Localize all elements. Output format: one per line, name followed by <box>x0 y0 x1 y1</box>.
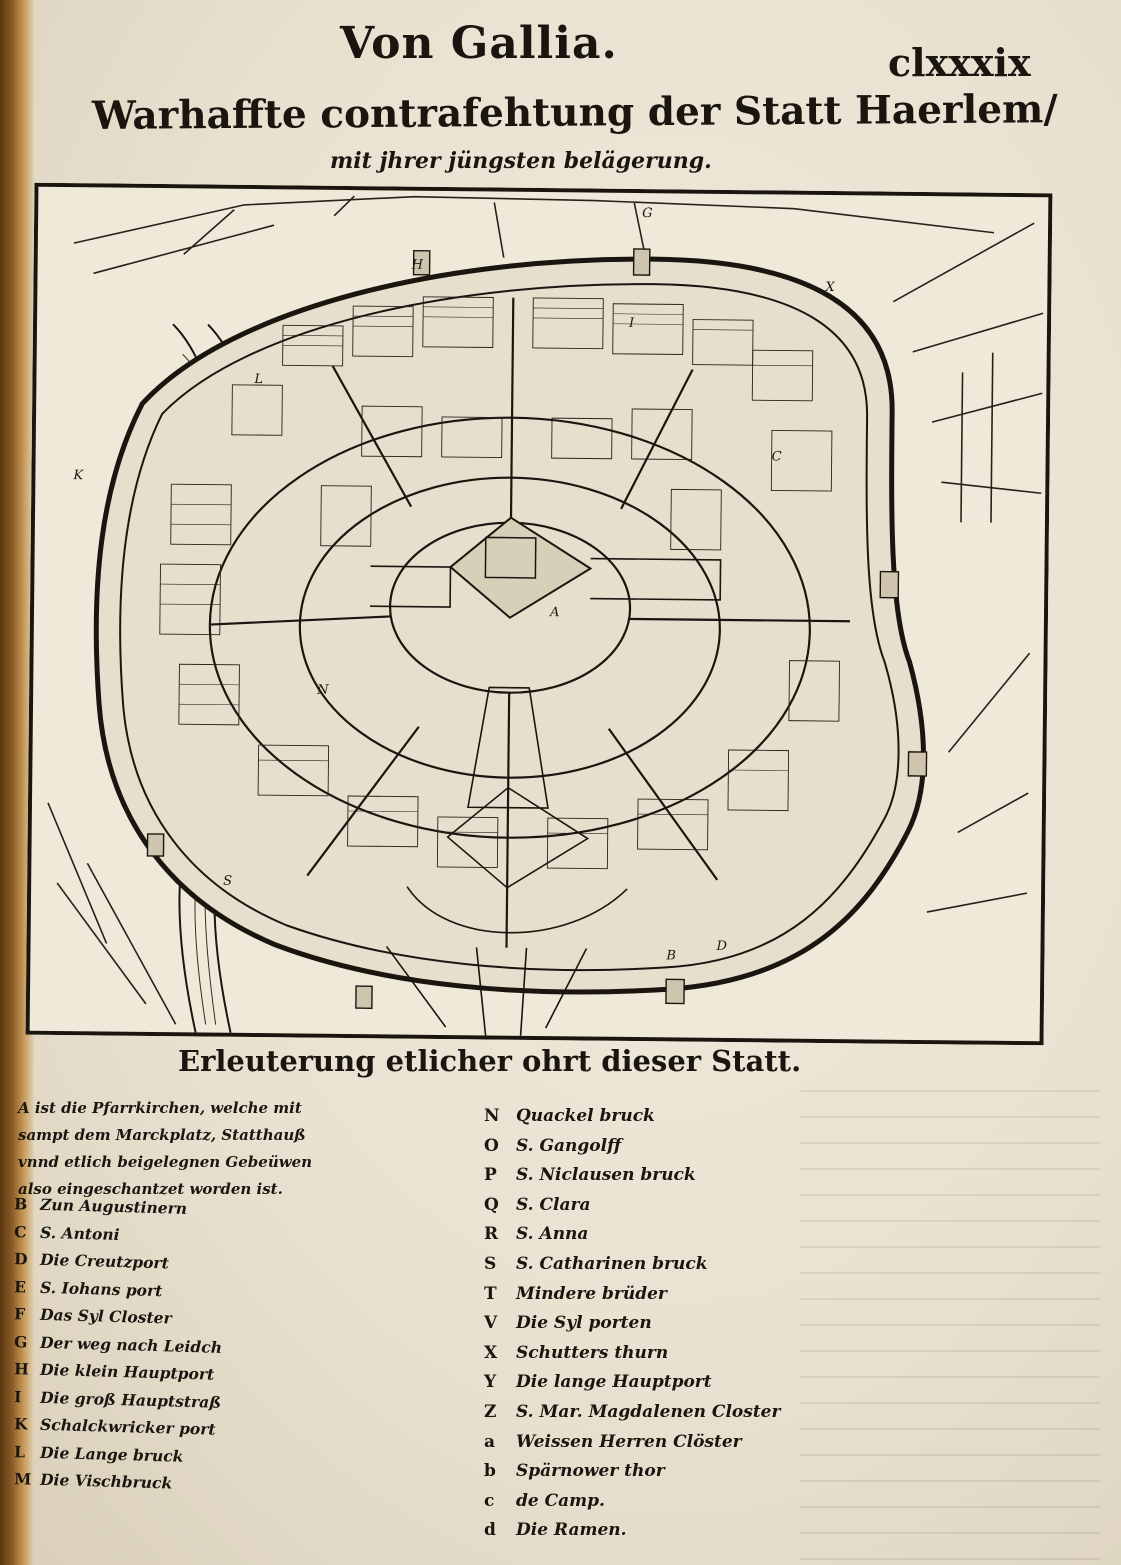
legend-intro: A ist die Pfarrkirchen, welche mit sampt dem Marckplatz, Statthauß vnnd etlich beigelegnen Gebeüwen also eingeschantzet worden ist. <box>18 1099 313 1198</box>
map-letter-k: K <box>73 468 84 484</box>
legend-item: P S. Niclausen bruck <box>484 1165 696 1186</box>
map-letter-b: B <box>666 948 677 964</box>
legend-item: M Die Vischbruck <box>13 1469 173 1493</box>
map-subtitle: mit jhrer jüngsten belägerung. <box>330 148 712 174</box>
map-letter-n: N <box>317 682 329 698</box>
legend-item: d Die Ramen. <box>484 1520 627 1541</box>
legend-item: N Quackel bruck <box>484 1106 655 1126</box>
legend-item: Q S. Clara <box>484 1194 591 1215</box>
map-letter-a: A <box>549 605 560 621</box>
legend-item: D Die Creutzport <box>13 1249 170 1273</box>
map-letter-g: G <box>642 206 653 222</box>
legend-item: H Die klein Hauptport <box>13 1359 215 1384</box>
legend-item: K Schalckwricker port <box>13 1414 216 1439</box>
legend-item: I Die groß Hauptstraß <box>13 1386 222 1412</box>
legend-item: Y Die lange Hauptport <box>484 1372 712 1393</box>
map-title: Warhaffte contrafehtung der Statt Haerlem/ <box>91 86 1058 139</box>
map-letter-l: L <box>254 372 264 388</box>
show-through-text <box>800 1090 1100 1560</box>
legend-item: S S. Catharinen bruck <box>484 1253 708 1274</box>
map-letter-s: S <box>223 873 233 889</box>
legend-item: F Das Syl Closter <box>13 1304 172 1328</box>
map-letter-h: H <box>411 257 424 273</box>
woodcut-map <box>26 183 1053 1046</box>
legend-item: G Der weg nach Leidch <box>13 1331 223 1357</box>
map-letter-d: D <box>716 938 728 954</box>
legend-item: R S. Anna <box>484 1224 589 1245</box>
running-title: Von Gallia. <box>340 18 618 69</box>
legend-left-column <box>13 1194 223 1500</box>
legend-item: E S. Iohans port <box>13 1276 163 1300</box>
legend-item: O S. Gangolff <box>484 1135 622 1156</box>
map-letter-c: C <box>771 449 782 465</box>
legend-item: L Die Lange bruck <box>13 1441 184 1466</box>
legend-item: a Weissen Herren Clöster <box>484 1431 742 1452</box>
legend-item: c de Camp. <box>484 1490 605 1511</box>
map-letter-x: X <box>825 279 835 296</box>
map-letter-i: I <box>628 315 635 331</box>
legend-heading: Erleuterung etlicher ohrt dieser Statt. <box>178 1044 802 1078</box>
folio-number: clxxxix <box>888 40 1031 85</box>
legend-item: X Schutters thurn <box>484 1342 669 1363</box>
legend-item: T Mindere brüder <box>484 1283 667 1304</box>
legend-item: Z S. Mar. Magdalenen Closter <box>484 1401 781 1422</box>
legend-item: C S. Antoni <box>13 1221 120 1244</box>
legend-right-column <box>484 1106 780 1550</box>
legend-item: b Spärnower thor <box>484 1461 665 1482</box>
legend-item: B Zun Augustinern <box>13 1194 188 1218</box>
legend-item: V Die Syl porten <box>484 1313 652 1334</box>
